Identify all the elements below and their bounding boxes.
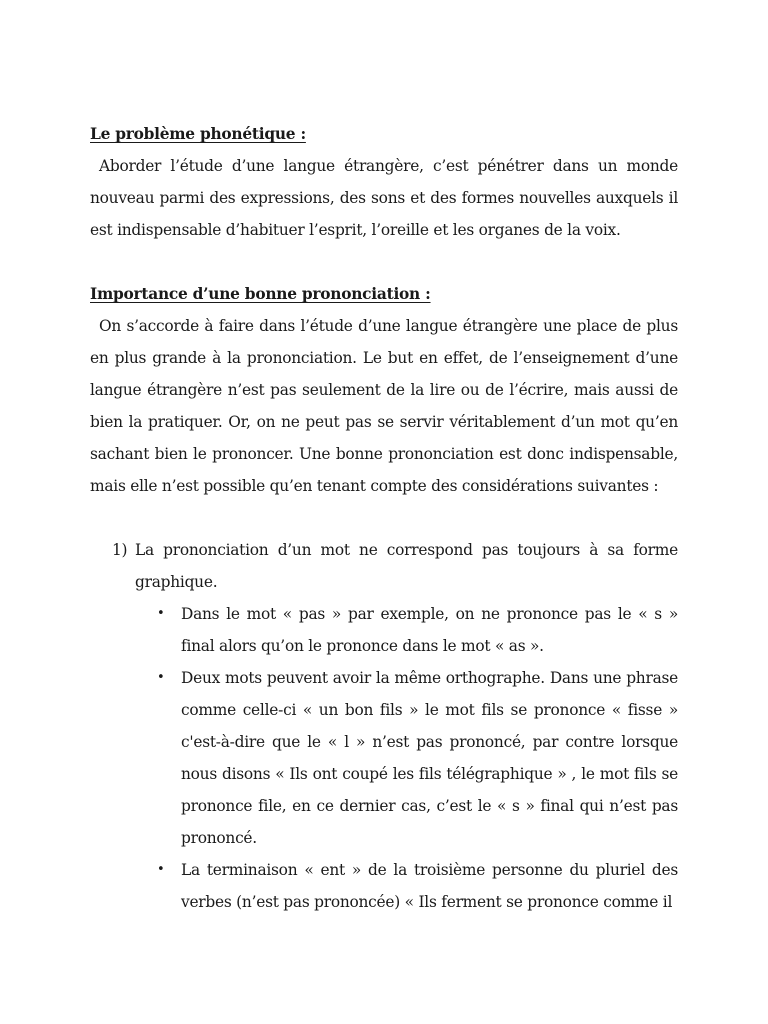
bullet-icon: • — [157, 606, 165, 621]
paragraph-phonetic-problem: Aborder l’étude d’une langue étrangère, c’est pénétrer dans un monde nouveau parmi des expressions, des sons et des formes nouvelles auxquels il est indispensable d’habituer l’esprit, l’oreille et les organes de la voix. — [90, 157, 678, 239]
paragraph-pronunciation-importance: On s’accorde à faire dans l’étude d’une langue étrangère une place de plus en plus grande à la prononciation. Le but en effet, de l’enseignement d’une langue étrangère n’est pas seulement de la lire ou de l’écrire, mais aussi de bien la pratiquer. Or, on ne peut pas se servir véritablement d’un mot qu’en sachant bien le prononcer. Une bonne prononciation est donc indispensable, mais elle n’est possible qu’en tenant compte des considérations suivantes : — [90, 317, 678, 495]
spacer — [90, 246, 678, 278]
bullet-list — [135, 598, 678, 918]
section-title-phonetic-problem: Le problème phonétique : — [90, 125, 306, 143]
list-number: 1) — [112, 541, 128, 559]
bullet-list-item — [135, 662, 678, 854]
numbered-list — [90, 534, 678, 918]
bullet-icon: • — [157, 862, 165, 877]
bullet-list-item — [135, 854, 678, 918]
section-title-pronunciation-importance: Importance d’une bonne prononciation : — [90, 285, 431, 303]
bullet-text: Dans le mot « pas » par exemple, on ne prononce pas le « s » final alors qu’on le prononce dans le mot « as ». — [181, 605, 678, 655]
bullet-list-item — [135, 598, 678, 662]
numbered-list-item — [90, 534, 678, 918]
bullet-icon: • — [157, 670, 165, 685]
list-item-text: La prononciation d’un mot ne correspond pas toujours à sa forme graphique. — [135, 541, 678, 591]
document-page — [90, 118, 678, 918]
spacer — [90, 502, 678, 534]
bullet-text: Deux mots peuvent avoir la même orthographe. Dans une phrase comme celle-ci « un bon fils » le mot fils se prononce « fisse » c'est-à-dire que le « l » n’est pas prononcé, par contre lorsque nous disons « Ils ont coupé les fils télégraphique » , le mot fils se prononce file, en ce dernier cas, c’est le « s » final qui n’est pas prononcé. — [181, 669, 678, 847]
bullet-text: La terminaison « ent » de la troisième personne du pluriel des verbes (n’est pas prononcée) « Ils ferment se prononce comme il — [181, 861, 678, 911]
